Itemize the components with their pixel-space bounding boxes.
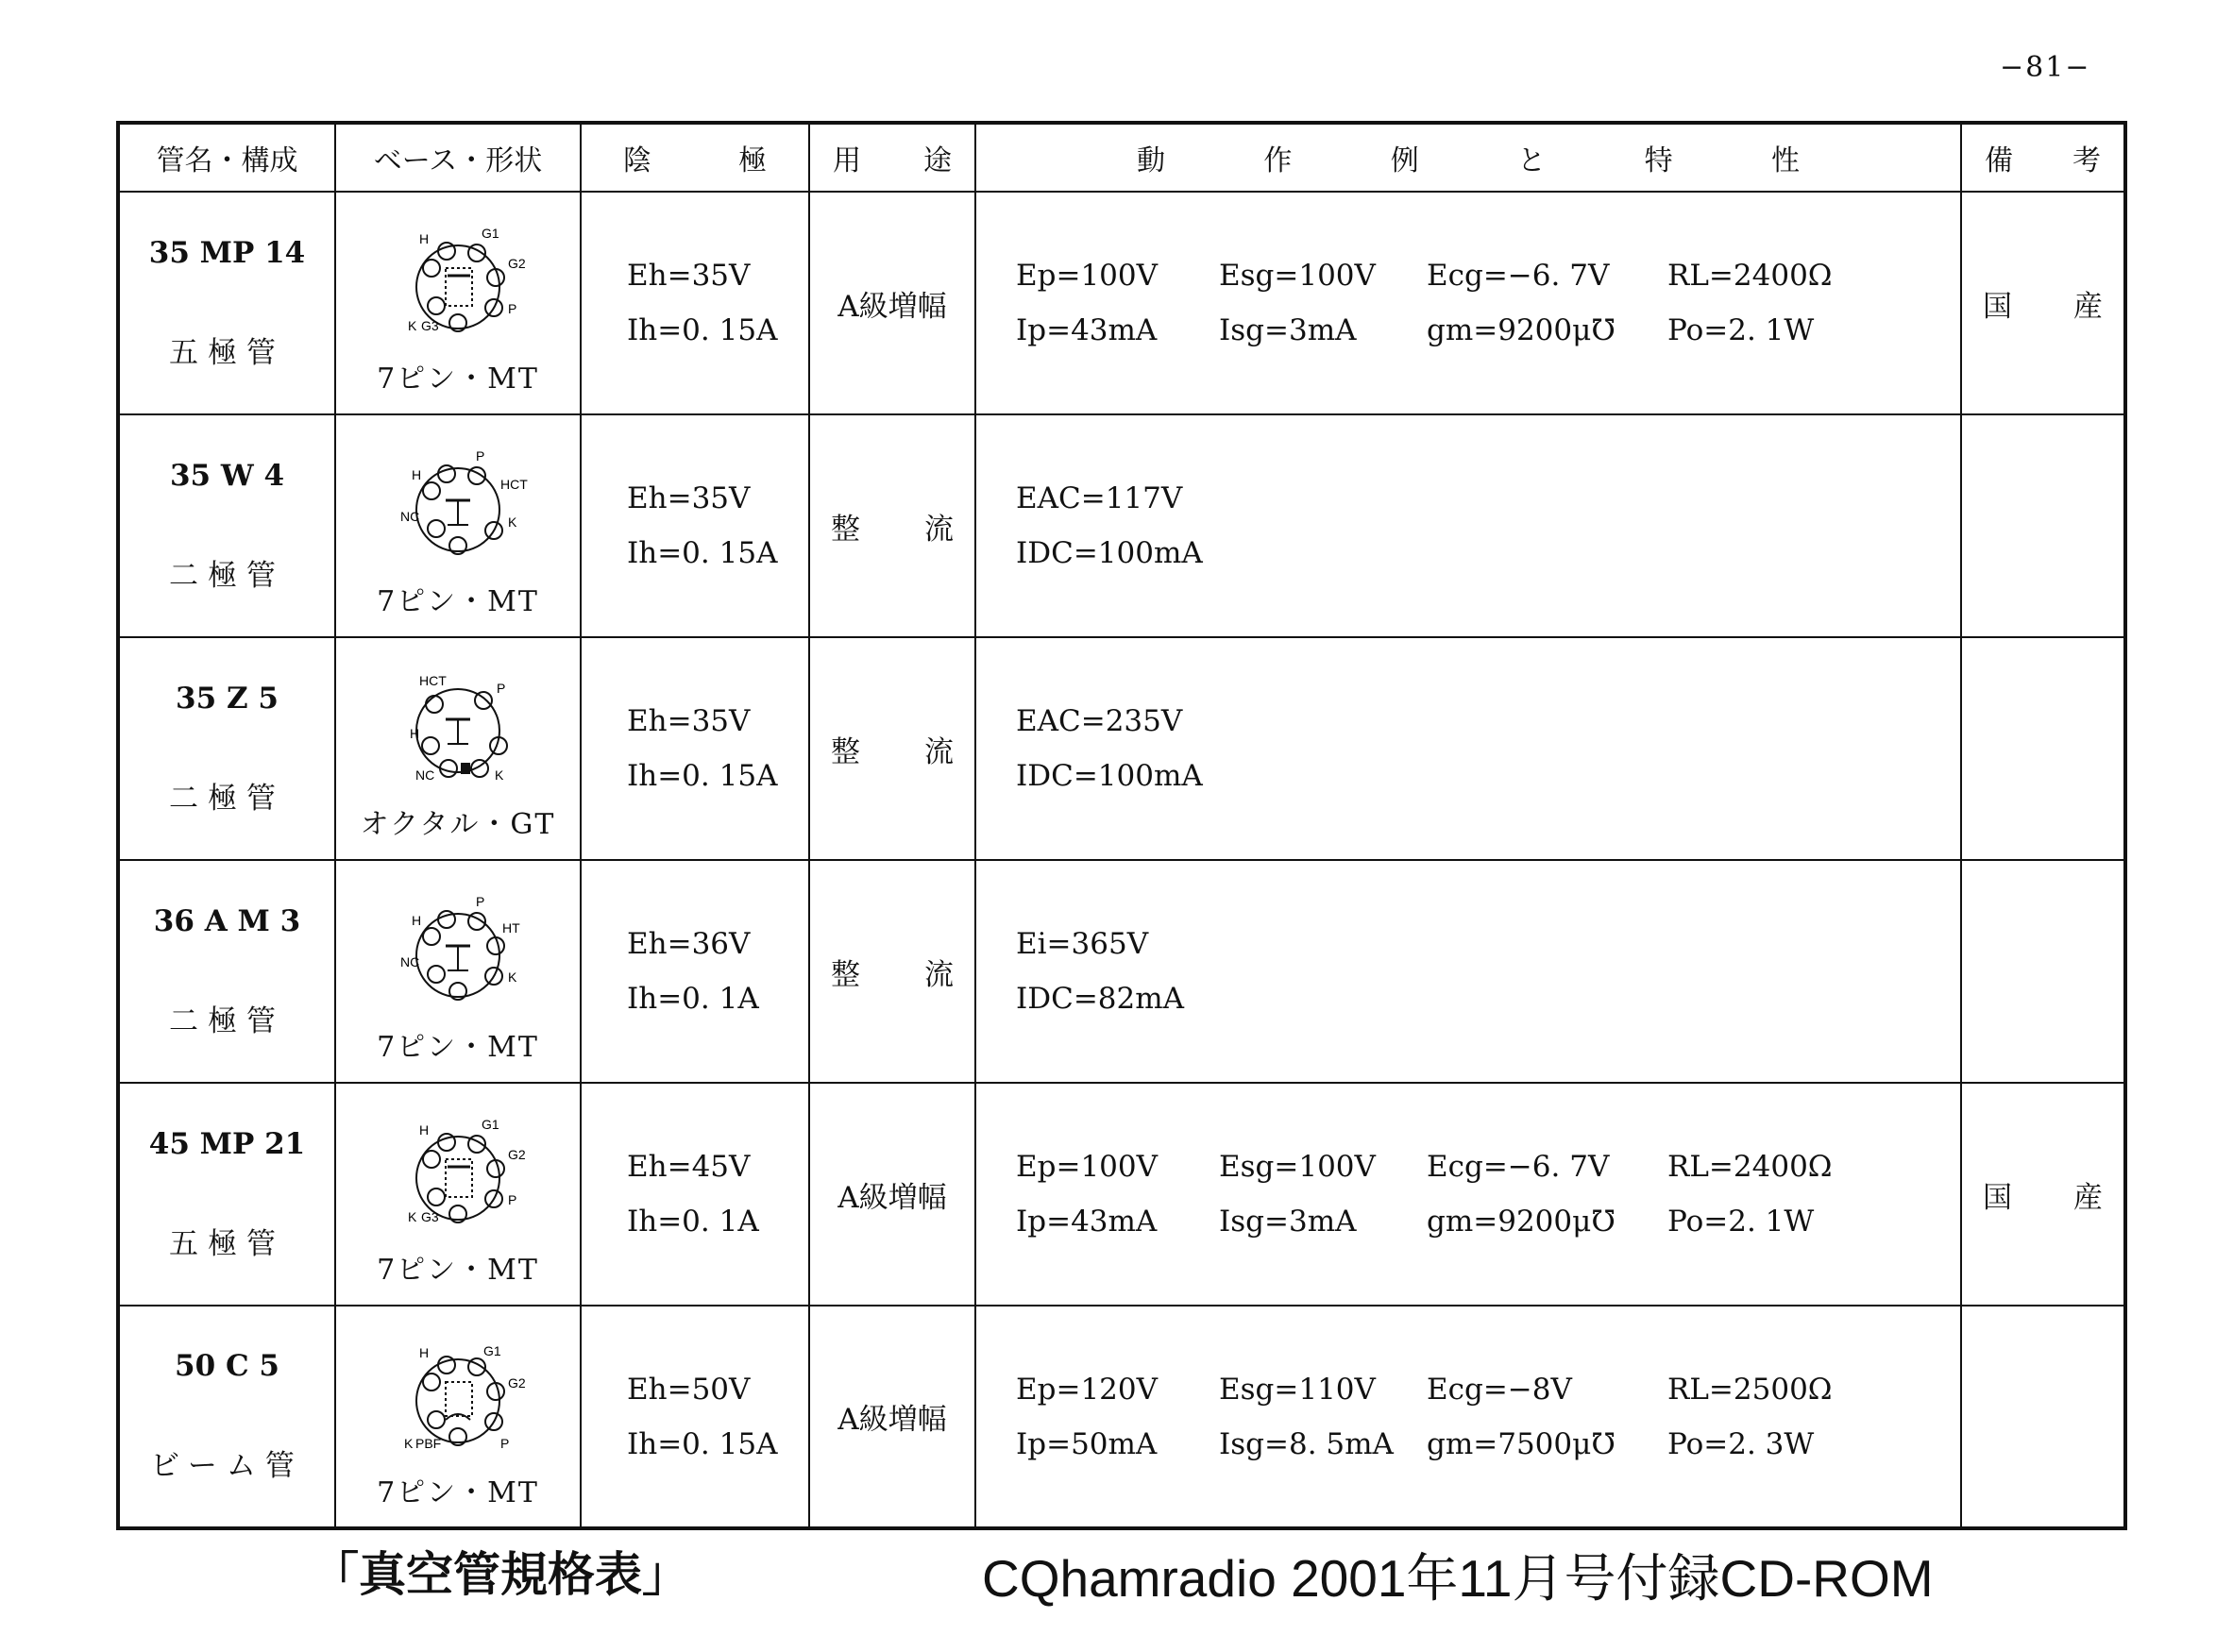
operation-line-2: Ip=50mA Isg=8. 5mA gm=7500μ℧ Po=2. 3W — [1016, 1426, 1815, 1461]
use-cell: 整 流 — [809, 637, 975, 860]
svg-text:G3: G3 — [421, 318, 439, 333]
octal-pinout-diagram — [378, 665, 538, 797]
svg-text:HT: HT — [502, 920, 520, 936]
note-cell — [1961, 860, 2125, 1083]
pentode-pinout-diagram — [378, 219, 538, 351]
heater-current: Ih=0. 15A — [627, 1426, 778, 1461]
operation-line-2: Ip=43mA Isg=3mA gm=9200μ℧ Po=2. 1W — [1016, 1205, 1815, 1239]
tube-name-cell — [118, 414, 335, 637]
svg-text:K: K — [495, 767, 504, 783]
svg-text:G1: G1 — [482, 226, 499, 241]
operation-line-1: Ei=365V — [1016, 927, 1149, 961]
svg-text:K: K — [508, 969, 517, 985]
note-cell: 国 産 — [1961, 1083, 2125, 1306]
operation-line-1: EAC=235V — [1016, 704, 1183, 738]
pentode-pinout-diagram — [378, 1110, 538, 1242]
cathode-cell — [581, 637, 809, 860]
svg-text:P: P — [508, 1192, 517, 1207]
diode-pinout-diagram — [378, 442, 538, 574]
cathode-cell — [581, 414, 809, 637]
svg-text:P: P — [476, 448, 485, 464]
tube-name: 35 MP 14 — [148, 235, 306, 270]
svg-text:P: P — [476, 894, 485, 909]
tube-name: 36 A M 3 — [153, 903, 301, 938]
cathode-cell — [581, 1306, 809, 1528]
tube-name-cell — [118, 860, 335, 1083]
base-label: 7ピン・MT — [377, 585, 539, 618]
svg-text:NC: NC — [415, 767, 435, 783]
use-label: A級増幅 — [837, 1403, 947, 1437]
base-label: オクタル・GT — [360, 808, 556, 841]
tube-kind: 二極管 — [169, 781, 285, 816]
tube-name-cell — [118, 1306, 335, 1528]
table-row — [118, 414, 2125, 637]
operation-line-2: IDC=82mA — [1016, 982, 1185, 1016]
tube-kind: ビーム管 — [150, 1449, 304, 1483]
header-cathode: 陰 極 — [581, 123, 809, 192]
header-row — [118, 123, 2125, 192]
svg-text:H: H — [412, 913, 422, 928]
svg-text:G2: G2 — [508, 1147, 526, 1162]
operation-cell — [975, 1083, 1961, 1306]
table-row — [118, 860, 2125, 1083]
base-label: 7ピン・MT — [377, 1475, 539, 1509]
base-cell — [335, 637, 581, 860]
base-label: 7ピン・MT — [377, 1254, 539, 1287]
diode-pinout-diagram — [378, 887, 538, 1020]
use-label: A級増幅 — [837, 1180, 947, 1215]
svg-text:NC: NC — [400, 954, 420, 969]
base-label: 7ピン・MT — [377, 362, 539, 396]
heater-voltage: Eh=35V — [627, 704, 751, 738]
heater-voltage: Eh=35V — [627, 481, 751, 515]
header-notes: 備 考 — [1961, 123, 2125, 192]
svg-text:K: K — [408, 1209, 417, 1224]
tube-name: 45 MP 21 — [148, 1126, 306, 1161]
svg-text:H: H — [419, 1344, 430, 1360]
tube-kind: 五極管 — [169, 335, 285, 370]
operation-line-2: IDC=100mA — [1016, 759, 1203, 793]
svg-text:G3: G3 — [421, 1209, 439, 1224]
operation-cell — [975, 1306, 1961, 1528]
tube-spec-table — [116, 121, 2127, 1530]
svg-text:HCT: HCT — [419, 673, 447, 688]
base-cell — [335, 1083, 581, 1306]
heater-voltage: Eh=45V — [627, 1150, 751, 1184]
heater-voltage: Eh=50V — [627, 1372, 751, 1407]
table-row — [118, 1306, 2125, 1528]
table-row — [118, 1083, 2125, 1306]
svg-text:H: H — [410, 726, 420, 741]
base-cell — [335, 414, 581, 637]
tube-name: 35 Z 5 — [176, 681, 279, 716]
tube-name-cell — [118, 1083, 335, 1306]
svg-text:NC: NC — [400, 509, 420, 524]
note-cell — [1961, 414, 2125, 637]
svg-text:G1: G1 — [483, 1342, 501, 1358]
use-cell: 整 流 — [809, 860, 975, 1083]
operation-line-2: Ip=43mA Isg=3mA gm=9200μ℧ Po=2. 1W — [1016, 313, 1815, 347]
svg-text:H: H — [412, 467, 422, 482]
heater-voltage: Eh=36V — [627, 927, 751, 961]
table-row — [118, 637, 2125, 860]
base-cell — [335, 192, 581, 414]
heater-voltage: Eh=35V — [627, 259, 751, 293]
cathode-cell — [581, 192, 809, 414]
heater-current: Ih=0. 1A — [627, 982, 759, 1016]
operation-cell — [975, 414, 1961, 637]
footer-title: 「真空管規格表」 — [312, 1547, 689, 1602]
base-cell — [335, 1306, 581, 1528]
operation-cell — [975, 860, 1961, 1083]
header-operation: 動 作 例 と 特 性 — [975, 123, 1961, 192]
svg-text:K: K — [404, 1435, 414, 1451]
use-cell: 整 流 — [809, 414, 975, 637]
svg-text:HCT: HCT — [500, 477, 528, 492]
operation-cell — [975, 192, 1961, 414]
note-cell — [1961, 637, 2125, 860]
svg-text:P: P — [497, 681, 506, 696]
operation-line-1: EAC=117V — [1016, 481, 1183, 515]
tube-kind: 二極管 — [169, 558, 285, 593]
operation-line-2: IDC=100mA — [1016, 536, 1203, 570]
svg-text:P: P — [500, 1435, 510, 1451]
footer-source: CQhamradio 2001年11月号付録CD-ROM — [982, 1549, 1934, 1608]
beam-pinout-diagram — [378, 1333, 538, 1465]
cathode-cell — [581, 860, 809, 1083]
operation-cell — [975, 637, 1961, 860]
svg-text:G2: G2 — [508, 256, 526, 271]
note-cell — [1961, 1306, 2125, 1528]
use-label: A級増幅 — [837, 289, 947, 324]
svg-text:K: K — [408, 318, 417, 333]
svg-text:P: P — [508, 301, 517, 316]
base-label: 7ピン・MT — [377, 1031, 539, 1064]
heater-current: Ih=0. 1A — [627, 1205, 759, 1239]
operation-line-1: Ep=120V Esg=110V Ecg=−8V RL=2500Ω — [1016, 1372, 1833, 1407]
tube-kind: 二極管 — [169, 1003, 285, 1038]
tube-name-cell — [118, 192, 335, 414]
tube-name: 35 W 4 — [169, 458, 285, 493]
svg-text:PBF: PBF — [415, 1435, 442, 1451]
operation-line-1: Ep=100V Esg=100V Ecg=−6. 7V RL=2400Ω — [1016, 259, 1833, 293]
use-cell — [809, 1083, 975, 1306]
table-row — [118, 192, 2125, 414]
note-cell: 国 産 — [1961, 192, 2125, 414]
operation-line-1: Ep=100V Esg=100V Ecg=−6. 7V RL=2400Ω — [1016, 1150, 1833, 1184]
header-name: 管名・構成 — [118, 123, 335, 192]
use-cell — [809, 1306, 975, 1528]
svg-text:G2: G2 — [508, 1374, 526, 1391]
header-base: ベース・形状 — [335, 123, 581, 192]
use-cell — [809, 192, 975, 414]
heater-current: Ih=0. 15A — [627, 536, 778, 570]
tube-name-cell — [118, 637, 335, 860]
tube-name: 50 C 5 — [175, 1349, 279, 1383]
header-use: 用 途 — [809, 123, 975, 192]
svg-text:G1: G1 — [482, 1117, 499, 1132]
svg-text:K: K — [508, 514, 517, 530]
cathode-cell — [581, 1083, 809, 1306]
page-number: −81− — [2000, 51, 2091, 84]
svg-text:H: H — [419, 231, 430, 246]
heater-current: Ih=0. 15A — [627, 759, 778, 793]
tube-kind: 五極管 — [169, 1226, 285, 1261]
base-cell — [335, 860, 581, 1083]
heater-current: Ih=0. 15A — [627, 313, 778, 347]
svg-text:H: H — [419, 1122, 430, 1138]
